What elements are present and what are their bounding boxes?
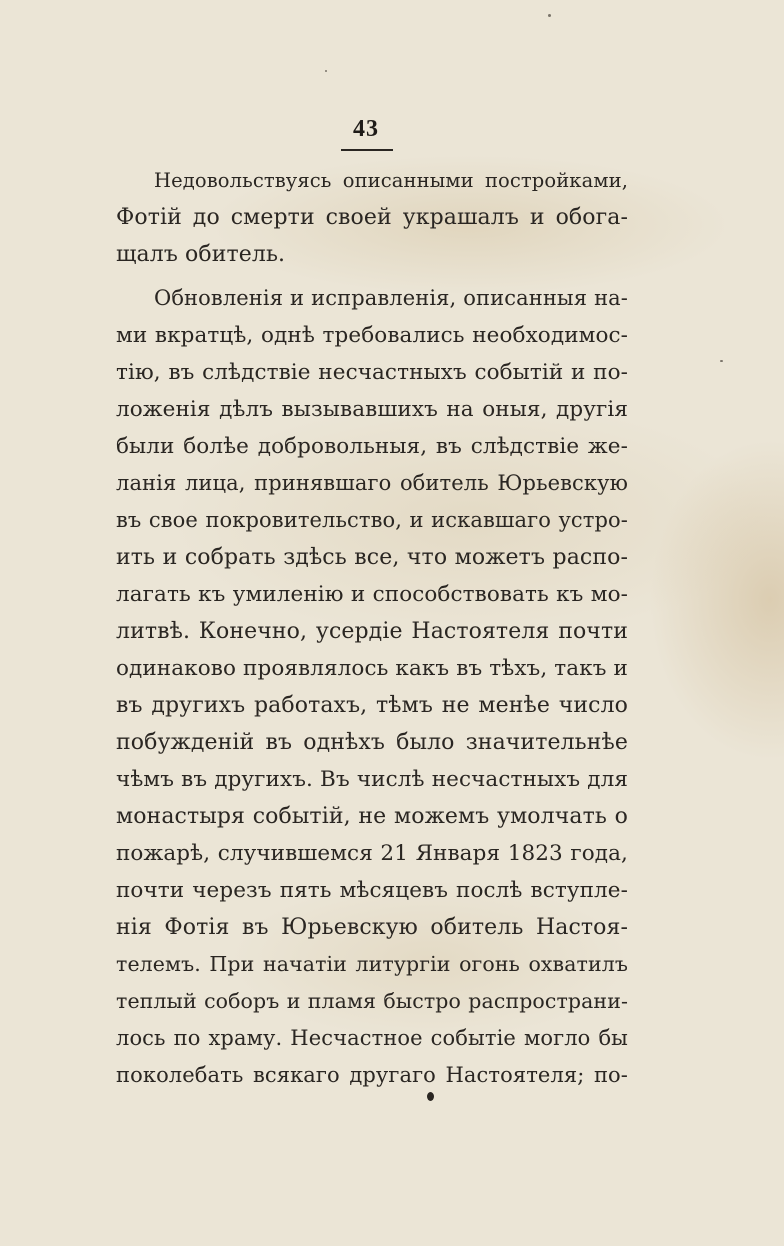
text-line: одинаково проявлялось какъ въ тѣхъ, такъ и xyxy=(116,656,628,681)
text-line: лагать къ умиленію и способствовать къ мо- xyxy=(116,582,628,607)
paper-speck xyxy=(720,360,723,362)
text-line: ить и собрать здѣсь все, что можетъ распо- xyxy=(116,545,628,570)
text-line: побужденій въ однѣхъ было значительнѣе xyxy=(116,730,628,755)
paper-speck xyxy=(548,14,551,17)
text-line: въ другихъ работахъ, тѣмъ не менѣе число xyxy=(116,693,628,718)
text-line: ми вкратцѣ, однѣ требовались необходимос- xyxy=(116,323,628,348)
text-line: почти черезъ пять мѣсяцевъ послѣ вступле- xyxy=(116,878,628,903)
text-line: нія Фотія въ Юрьевскую обитель Настоя- xyxy=(116,915,628,940)
text-line: въ свое покровительство, и искавшаго устро- xyxy=(116,508,628,532)
body-text xyxy=(116,162,628,1094)
text-line: были болѣе добровольныя, въ слѣдствіе же- xyxy=(116,434,628,459)
text-line: ложенія дѣлъ вызывавшихъ на оныя, другія xyxy=(116,397,628,422)
page-number-rule xyxy=(341,149,393,151)
text-line: лось по храму. Несчастное событіе могло бы xyxy=(116,1026,628,1050)
text-line: щалъ обитель. xyxy=(116,242,286,267)
text-line: Обновленія и исправленія, описанныя на- xyxy=(154,286,628,310)
text-line: пожарѣ, случившемся 21 Января 1823 года, xyxy=(116,841,628,866)
text-line: литвѣ. Конечно, усердіе Настоятеля почти xyxy=(116,619,628,644)
text-line: монастыря событій, не можемъ умолчать о xyxy=(116,804,628,829)
text-line: Недовольствуясь описанными постройками, xyxy=(154,169,628,192)
paper-speck xyxy=(325,70,327,72)
text-line: чѣмъ въ другихъ. Въ числѣ несчастныхъ для xyxy=(116,767,628,792)
text-line: тію, въ слѣдствіе несчастныхъ событій и по- xyxy=(116,360,628,385)
page-number: 43 xyxy=(353,116,379,142)
text-line: теплый соборъ и пламя быстро распространи- xyxy=(116,989,628,1013)
ornament-dot xyxy=(427,1092,434,1101)
text-line: ланія лица, принявшаго обитель Юрьевскую xyxy=(116,471,628,495)
text-line: поколебать всякаго другаго Настоятеля; по- xyxy=(116,1063,628,1087)
text-line: телемъ. При начатіи литургіи огонь охватилъ xyxy=(116,952,628,976)
text-line: Фотій до смерти своей украшалъ и обога- xyxy=(116,205,628,230)
